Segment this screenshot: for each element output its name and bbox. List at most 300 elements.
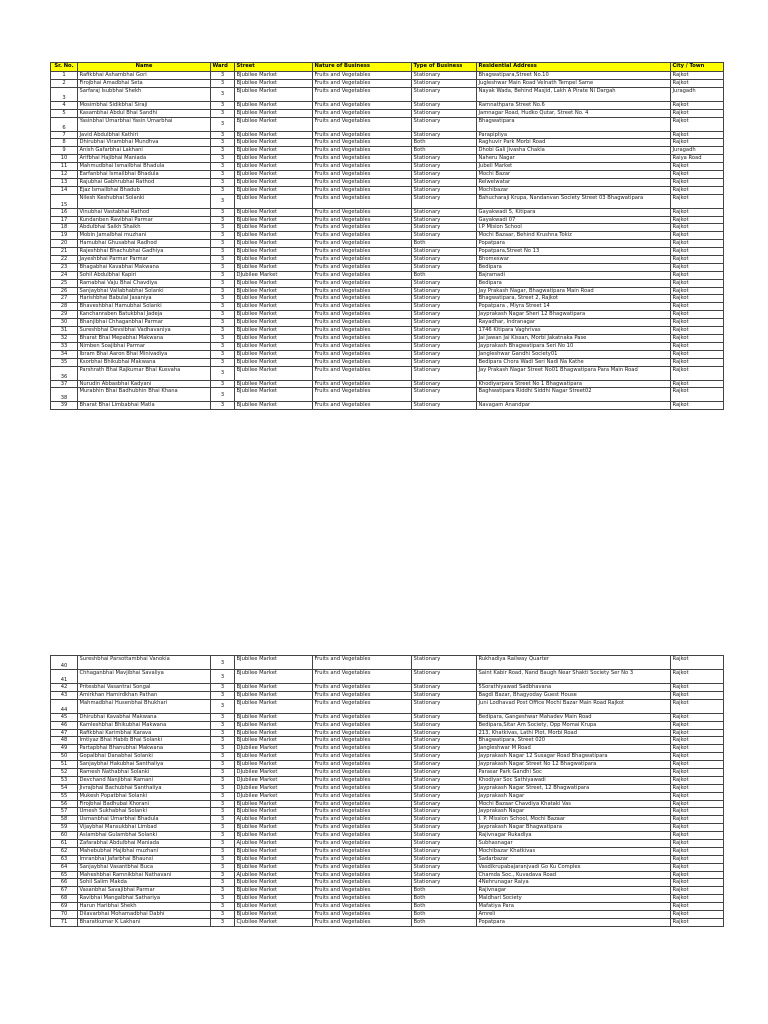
- residential-address-cell: 213, Khatkivas, Lathi Plot, Morbi Road: [477, 729, 671, 737]
- residential-address-cell: Naheru Nagar: [477, 155, 671, 163]
- table-row: [51, 887, 724, 895]
- city-town-cell: Rajkot: [671, 194, 724, 208]
- sr-no-cell: 61: [51, 840, 78, 848]
- residential-address-cell: Jangleshwar Gandhi Society01: [477, 350, 671, 358]
- ward-cell: 3: [211, 729, 235, 737]
- nature-of-business-cell: Fruits and Vegetables: [313, 216, 412, 224]
- residential-address-cell: Popatpara: [477, 240, 671, 248]
- table-row: [51, 879, 724, 887]
- type-of-business-cell: Stationary: [412, 342, 477, 350]
- sr-no-cell: 58: [51, 816, 78, 824]
- city-town-cell: Rajkot: [671, 402, 724, 410]
- city-town-cell: Rajkot: [671, 895, 724, 903]
- type-of-business-cell: Stationary: [412, 232, 477, 240]
- street-cell: BJubilee Market: [235, 117, 313, 131]
- nature-of-business-cell: Fruits and Vegetables: [313, 670, 412, 684]
- nature-of-business-cell: Fruits and Vegetables: [313, 402, 412, 410]
- street-cell: BJubilee Market: [235, 684, 313, 692]
- nature-of-business-cell: Fruits and Vegetables: [313, 863, 412, 871]
- city-town-cell: Juragadh: [671, 147, 724, 155]
- ward-cell: 3: [211, 402, 235, 410]
- street-cell: DJubilee Market: [235, 784, 313, 792]
- city-town-cell: Rajkot: [671, 713, 724, 721]
- sr-no-cell: 57: [51, 808, 78, 816]
- residential-address-cell: Jayprakash Nagar Street, 12 Bhagwatipara: [477, 784, 671, 792]
- street-cell: AJubilee Market: [235, 840, 313, 848]
- ward-cell: 3: [211, 240, 235, 248]
- name-cell: Parshrath Bhai Rajkumar Bhai Kusvaha: [78, 366, 211, 380]
- table-row: [51, 699, 724, 713]
- ward-cell: 3: [211, 155, 235, 163]
- table-row: [51, 155, 724, 163]
- type-of-business-cell: Stationary: [412, 691, 477, 699]
- name-cell: Hamubhai Ghusabhai Radhod: [78, 240, 211, 248]
- street-cell: BJubilee Market: [235, 72, 313, 80]
- sr-no-cell: 51: [51, 761, 78, 769]
- sr-no-cell: 4: [51, 101, 78, 109]
- nature-of-business-cell: Fruits and Vegetables: [313, 147, 412, 155]
- city-town-cell: Rajkot: [671, 311, 724, 319]
- city-town-cell: Rajkot: [671, 792, 724, 800]
- nature-of-business-cell: Fruits and Vegetables: [313, 303, 412, 311]
- name-cell: Ramabhai Vaju Bhai Chavdiya: [78, 279, 211, 287]
- nature-of-business-cell: Fruits and Vegetables: [313, 319, 412, 327]
- nature-of-business-cell: Fruits and Vegetables: [313, 327, 412, 335]
- sr-no-cell: 15: [51, 194, 78, 208]
- street-cell: BJubilee Market: [235, 232, 313, 240]
- nature-of-business-cell: Fruits and Vegetables: [313, 178, 412, 186]
- type-of-business-cell: Stationary: [412, 402, 477, 410]
- type-of-business-cell: Stationary: [412, 761, 477, 769]
- ward-cell: 3: [211, 800, 235, 808]
- residential-address-cell: Jay Prakash Nagar Street No01 Bhagwatipara Para Main Road: [477, 366, 671, 380]
- street-cell: BJubilee Market: [235, 216, 313, 224]
- type-of-business-cell: Stationary: [412, 366, 477, 380]
- name-cell: Firojbhai Amadbhai Seta: [78, 79, 211, 87]
- type-of-business-cell: Both: [412, 895, 477, 903]
- city-town-cell: Rajkot: [671, 216, 724, 224]
- header-nature-of-business: Nature of Business: [313, 63, 412, 72]
- ward-cell: 3: [211, 745, 235, 753]
- type-of-business-cell: Both: [412, 903, 477, 911]
- city-town-cell: Raiya Road: [671, 155, 724, 163]
- street-cell: BJubilee Market: [235, 224, 313, 232]
- table-row: [51, 303, 724, 311]
- city-town-cell: Rajkot: [671, 319, 724, 327]
- residential-address-cell: Subhasnagar: [477, 840, 671, 848]
- city-town-cell: Rajkot: [671, 721, 724, 729]
- name-cell: Nurudin Abbasbhai Kadyani: [78, 380, 211, 388]
- table-row: [51, 847, 724, 855]
- residential-address-cell: Khodiyarpara Street No 1 Bhagwatipara: [477, 380, 671, 388]
- sr-no-cell: 26: [51, 287, 78, 295]
- ward-cell: 3: [211, 186, 235, 194]
- nature-of-business-cell: Fruits and Vegetables: [313, 358, 412, 366]
- nature-of-business-cell: Fruits and Vegetables: [313, 224, 412, 232]
- sr-no-cell: 62: [51, 847, 78, 855]
- city-town-cell: Rajkot: [671, 776, 724, 784]
- nature-of-business-cell: Fruits and Vegetables: [313, 792, 412, 800]
- ward-cell: 3: [211, 139, 235, 147]
- name-cell: Mosimbhai Sidikbhai Siraji: [78, 101, 211, 109]
- table-row: [51, 163, 724, 171]
- residential-address-cell: Jayprakash Nagar Bhagwatipara: [477, 824, 671, 832]
- nature-of-business-cell: Fruits and Vegetables: [313, 87, 412, 101]
- sr-no-cell: 20: [51, 240, 78, 248]
- street-cell: BJubilee Market: [235, 208, 313, 216]
- street-cell: DJubilee Market: [235, 271, 313, 279]
- type-of-business-cell: Stationary: [412, 388, 477, 402]
- city-town-cell: Rajkot: [671, 358, 724, 366]
- ward-cell: 3: [211, 216, 235, 224]
- table-row: [51, 816, 724, 824]
- street-cell: BJubilee Market: [235, 800, 313, 808]
- name-cell: Javid Abdulbhai Kathiri: [78, 131, 211, 139]
- type-of-business-cell: Stationary: [412, 208, 477, 216]
- table-row: [51, 721, 724, 729]
- residential-address-cell: Rayadhar, Indranagar: [477, 319, 671, 327]
- type-of-business-cell: Stationary: [412, 745, 477, 753]
- table-row: [51, 295, 724, 303]
- table-row: [51, 808, 724, 816]
- street-cell: BJubilee Market: [235, 729, 313, 737]
- sr-no-cell: 7: [51, 131, 78, 139]
- table-row: [51, 402, 724, 410]
- nature-of-business-cell: Fruits and Vegetables: [313, 713, 412, 721]
- name-cell: Imtiyaz Bhai Habib Bhai Solanki: [78, 737, 211, 745]
- street-cell: DJubilee Market: [235, 769, 313, 777]
- type-of-business-cell: Stationary: [412, 334, 477, 342]
- table-header-row: [51, 63, 724, 72]
- residential-address-cell: Mochibazar Khatkivas: [477, 847, 671, 855]
- residential-address-cell: Mochi Bazar: [477, 171, 671, 179]
- ward-cell: 3: [211, 670, 235, 684]
- city-town-cell: Rajkot: [671, 139, 724, 147]
- street-cell: BJubilee Market: [235, 163, 313, 171]
- residential-address-cell: Maldhari Society: [477, 895, 671, 903]
- city-town-cell: Rajkot: [671, 334, 724, 342]
- sr-no-cell: 29: [51, 311, 78, 319]
- type-of-business-cell: Stationary: [412, 194, 477, 208]
- type-of-business-cell: Stationary: [412, 248, 477, 256]
- name-cell: Imranbhai Jafarbhai Bhaunsi: [78, 855, 211, 863]
- name-cell: Umesh Sukhabhai Solanki: [78, 808, 211, 816]
- table-row: [51, 769, 724, 777]
- sr-no-cell: 48: [51, 737, 78, 745]
- type-of-business-cell: Stationary: [412, 79, 477, 87]
- table-row: [51, 776, 724, 784]
- ward-cell: 3: [211, 824, 235, 832]
- header-residential-address: Residential Address: [477, 63, 671, 72]
- ward-cell: 3: [211, 117, 235, 131]
- type-of-business-cell: Stationary: [412, 131, 477, 139]
- residential-address-cell: Jayprakash Nagar: [477, 808, 671, 816]
- table-row: [51, 713, 724, 721]
- residential-address-cell: Relwelwatar: [477, 178, 671, 186]
- nature-of-business-cell: Fruits and Vegetables: [313, 350, 412, 358]
- ward-cell: 3: [211, 178, 235, 186]
- nature-of-business-cell: Fruits and Vegetables: [313, 871, 412, 879]
- type-of-business-cell: Both: [412, 139, 477, 147]
- city-town-cell: Rajkot: [671, 72, 724, 80]
- residential-address-cell: Dhobi Gali Jivasha Chakla: [477, 147, 671, 155]
- header-ward: Ward: [211, 63, 235, 72]
- street-cell: BJubilee Market: [235, 186, 313, 194]
- nature-of-business-cell: Fruits and Vegetables: [313, 855, 412, 863]
- sr-no-cell: 1: [51, 72, 78, 80]
- nature-of-business-cell: Fruits and Vegetables: [313, 824, 412, 832]
- street-cell: BJubilee Market: [235, 402, 313, 410]
- sr-no-cell: 49: [51, 745, 78, 753]
- table-row: [51, 216, 724, 224]
- residential-address-cell: Vasdikrupabajaranjvadi Go Ku Complex: [477, 863, 671, 871]
- name-cell: Kasambhai Abdul Bhai Sandhi: [78, 109, 211, 117]
- ward-cell: 3: [211, 769, 235, 777]
- type-of-business-cell: Stationary: [412, 109, 477, 117]
- name-cell: Rajubhai Gabhrubhai Rathod: [78, 178, 211, 186]
- ward-cell: 3: [211, 72, 235, 80]
- name-cell: Ksorbhai Bhikubhai Makwana: [78, 358, 211, 366]
- nature-of-business-cell: Fruits and Vegetables: [313, 271, 412, 279]
- table-row: [51, 871, 724, 879]
- residential-address-cell: Chamda Soc., Kuvadava Road: [477, 871, 671, 879]
- table-row: [51, 87, 724, 101]
- street-cell: BJubilee Market: [235, 380, 313, 388]
- street-cell: BJubilee Market: [235, 303, 313, 311]
- table-row: [51, 131, 724, 139]
- sr-no-cell: 54: [51, 784, 78, 792]
- name-cell: Harun Haribhai Shekh: [78, 903, 211, 911]
- type-of-business-cell: Stationary: [412, 327, 477, 335]
- name-cell: Bhagabhai Kavabhai Makwana: [78, 263, 211, 271]
- table-row: [51, 684, 724, 692]
- street-cell: BJubilee Market: [235, 895, 313, 903]
- name-cell: Sureshbhai Devsibhai Vadhavaniya: [78, 327, 211, 335]
- ward-cell: 3: [211, 713, 235, 721]
- table-row: [51, 380, 724, 388]
- nature-of-business-cell: Fruits and Vegetables: [313, 117, 412, 131]
- ward-cell: 3: [211, 792, 235, 800]
- nature-of-business-cell: Fruits and Vegetables: [313, 699, 412, 713]
- ward-cell: 3: [211, 895, 235, 903]
- sr-no-cell: 71: [51, 918, 78, 926]
- table-row: [51, 279, 724, 287]
- type-of-business-cell: Stationary: [412, 287, 477, 295]
- table-row: [51, 232, 724, 240]
- city-town-cell: Rajkot: [671, 656, 724, 670]
- nature-of-business-cell: Fruits and Vegetables: [313, 101, 412, 109]
- nature-of-business-cell: Fruits and Vegetables: [313, 918, 412, 926]
- nature-of-business-cell: Fruits and Vegetables: [313, 816, 412, 824]
- street-cell: BJubilee Market: [235, 87, 313, 101]
- city-town-cell: Rajkot: [671, 761, 724, 769]
- table-row: [51, 745, 724, 753]
- street-cell: BJubilee Market: [235, 139, 313, 147]
- name-cell: Harishbhai Babulal Jasaniya: [78, 295, 211, 303]
- street-cell: DJubilee Market: [235, 745, 313, 753]
- city-town-cell: Rajkot: [671, 131, 724, 139]
- type-of-business-cell: Stationary: [412, 87, 477, 101]
- name-cell: Jivrajbhai Bachubhai Santhaliya: [78, 784, 211, 792]
- city-town-cell: Rajkot: [671, 855, 724, 863]
- table-row: [51, 287, 724, 295]
- city-town-cell: Rajkot: [671, 911, 724, 919]
- street-cell: BJubilee Market: [235, 311, 313, 319]
- table-row: [51, 256, 724, 264]
- type-of-business-cell: Stationary: [412, 847, 477, 855]
- type-of-business-cell: Stationary: [412, 800, 477, 808]
- ward-cell: 3: [211, 334, 235, 342]
- ward-cell: 3: [211, 248, 235, 256]
- ward-cell: 3: [211, 832, 235, 840]
- header-street: Street: [235, 63, 313, 72]
- residential-address-cell: Bahucharaji Krupa, Nandanvan Society Street 03 Bhagwatipara: [477, 194, 671, 208]
- sr-no-cell: 13: [51, 178, 78, 186]
- name-cell: Partapbhai Bhanubhai Makwana: [78, 745, 211, 753]
- sr-no-cell: 30: [51, 319, 78, 327]
- table-row: [51, 79, 724, 87]
- residential-address-cell: Navagam Anandpar: [477, 402, 671, 410]
- table-row: [51, 224, 724, 232]
- ward-cell: 3: [211, 684, 235, 692]
- sr-no-cell: 25: [51, 279, 78, 287]
- street-cell: BJubilee Market: [235, 358, 313, 366]
- type-of-business-cell: Both: [412, 271, 477, 279]
- residential-address-cell: Bhagwatipara: [477, 117, 671, 131]
- sr-no-cell: 8: [51, 139, 78, 147]
- table-body: [51, 656, 724, 927]
- nature-of-business-cell: Fruits and Vegetables: [313, 240, 412, 248]
- city-town-cell: Rajkot: [671, 79, 724, 87]
- type-of-business-cell: Stationary: [412, 319, 477, 327]
- nature-of-business-cell: Fruits and Vegetables: [313, 79, 412, 87]
- sr-no-cell: 14: [51, 186, 78, 194]
- name-cell: Mahmudbhai Ismailbhai Bhadula: [78, 163, 211, 171]
- table-row: [51, 903, 724, 911]
- ward-cell: 3: [211, 699, 235, 713]
- nature-of-business-cell: Fruits and Vegetables: [313, 186, 412, 194]
- city-town-cell: Rajkot: [671, 263, 724, 271]
- name-cell: Maheshbhai Ramnikbhai Nathavani: [78, 871, 211, 879]
- nature-of-business-cell: Fruits and Vegetables: [313, 155, 412, 163]
- street-cell: BJubilee Market: [235, 350, 313, 358]
- city-town-cell: Rajkot: [671, 863, 724, 871]
- nature-of-business-cell: Fruits and Vegetables: [313, 163, 412, 171]
- street-cell: BJubilee Market: [235, 699, 313, 713]
- type-of-business-cell: Stationary: [412, 186, 477, 194]
- type-of-business-cell: Stationary: [412, 792, 477, 800]
- residential-address-cell: Jayprakash Nagar Street No 12 Bhagwatipara: [477, 761, 671, 769]
- city-town-cell: Rajkot: [671, 303, 724, 311]
- name-cell: Sohil Abdulbhai Kapiri: [78, 271, 211, 279]
- city-town-cell: Rajkot: [671, 163, 724, 171]
- residential-address-cell: Popatpara: [477, 918, 671, 926]
- vendor-table-upper: [50, 62, 724, 410]
- nature-of-business-cell: Fruits and Vegetables: [313, 139, 412, 147]
- ward-cell: 3: [211, 79, 235, 87]
- street-cell: BJubilee Market: [235, 240, 313, 248]
- sr-no-cell: 68: [51, 895, 78, 903]
- ward-cell: 3: [211, 776, 235, 784]
- sr-no-cell: 41: [51, 670, 78, 684]
- ward-cell: 3: [211, 721, 235, 729]
- table-row: [51, 911, 724, 919]
- street-cell: BJubilee Market: [235, 295, 313, 303]
- sr-no-cell: 16: [51, 208, 78, 216]
- nature-of-business-cell: Fruits and Vegetables: [313, 279, 412, 287]
- type-of-business-cell: Stationary: [412, 832, 477, 840]
- type-of-business-cell: Stationary: [412, 840, 477, 848]
- street-cell: BJubilee Market: [235, 155, 313, 163]
- table-row: [51, 832, 724, 840]
- residential-address-cell: Rajivnagar: [477, 887, 671, 895]
- sr-no-cell: 36: [51, 366, 78, 380]
- name-cell: Chhaganbhai Mavjibhai Savaliya: [78, 670, 211, 684]
- table-row: [51, 240, 724, 248]
- residential-address-cell: Jayprakash Nagar Sheri 12 Bhagwatipara: [477, 311, 671, 319]
- name-cell: Bhaveshbhai Hamubhai Solanki: [78, 303, 211, 311]
- residential-address-cell: Bedipara, Gangeshwar Mahadev Main Road: [477, 713, 671, 721]
- nature-of-business-cell: Fruits and Vegetables: [313, 800, 412, 808]
- name-cell: Vasanbhai Savajibhai Parmar: [78, 887, 211, 895]
- table-row: [51, 656, 724, 670]
- type-of-business-cell: Stationary: [412, 670, 477, 684]
- ward-cell: 3: [211, 887, 235, 895]
- residential-address-cell: Saint Kabir Road, Nand Baugh Near Shakti Society Ser No 3: [477, 670, 671, 684]
- table-row: [51, 350, 724, 358]
- type-of-business-cell: Stationary: [412, 776, 477, 784]
- table-row: [51, 670, 724, 684]
- table-row: [51, 784, 724, 792]
- ward-cell: 3: [211, 147, 235, 155]
- street-cell: DJubilee Market: [235, 776, 313, 784]
- nature-of-business-cell: Fruits and Vegetables: [313, 342, 412, 350]
- nature-of-business-cell: Fruits and Vegetables: [313, 769, 412, 777]
- nature-of-business-cell: Fruits and Vegetables: [313, 879, 412, 887]
- street-cell: BJubilee Market: [235, 178, 313, 186]
- residential-address-cell: Rukhadiya Railway Quarter: [477, 656, 671, 670]
- name-cell: Mobin Jamalbhai muzhani: [78, 232, 211, 240]
- street-cell: BJubilee Market: [235, 109, 313, 117]
- sr-no-cell: 64: [51, 863, 78, 871]
- sr-no-cell: 69: [51, 903, 78, 911]
- type-of-business-cell: Both: [412, 147, 477, 155]
- name-cell: Bharat Bhai Mepabhai Makwana: [78, 334, 211, 342]
- type-of-business-cell: Stationary: [412, 178, 477, 186]
- city-town-cell: Rajkot: [671, 871, 724, 879]
- residential-address-cell: Mafatiya Para: [477, 903, 671, 911]
- city-town-cell: Rajkot: [671, 840, 724, 848]
- name-cell: Firojbhai Badhubai Khorani: [78, 800, 211, 808]
- residential-address-cell: Bajramadi: [477, 271, 671, 279]
- city-town-cell: Rajkot: [671, 684, 724, 692]
- residential-address-cell: Mochi Bazaar Chavdiya Khataki Vas: [477, 800, 671, 808]
- ward-cell: 3: [211, 256, 235, 264]
- residential-address-cell: Gayakwadi 5, Kitipara: [477, 208, 671, 216]
- city-town-cell: Rajkot: [671, 224, 724, 232]
- type-of-business-cell: Stationary: [412, 737, 477, 745]
- residential-address-cell: Bagdi Bazar, Bhagyoday Guest House: [477, 691, 671, 699]
- name-cell: Dhirubhai Virambhai Mundhva: [78, 139, 211, 147]
- ward-cell: 3: [211, 303, 235, 311]
- nature-of-business-cell: Fruits and Vegetables: [313, 311, 412, 319]
- residential-address-cell: Bhagwatipara, Street 2, Rajkot: [477, 295, 671, 303]
- sr-no-cell: 56: [51, 800, 78, 808]
- name-cell: Bhanjibhai Chhaganbhai Parmar: [78, 319, 211, 327]
- sr-no-cell: 33: [51, 342, 78, 350]
- type-of-business-cell: Stationary: [412, 729, 477, 737]
- street-cell: BJubilee Market: [235, 147, 313, 155]
